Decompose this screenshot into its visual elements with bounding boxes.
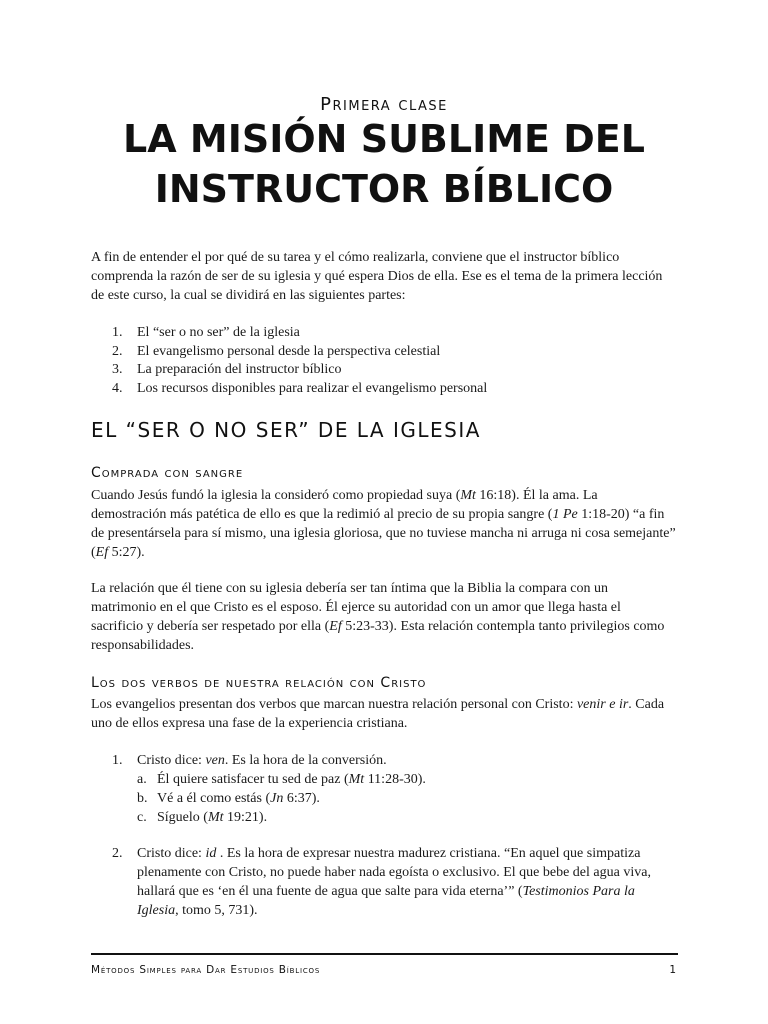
title-line-2: INSTRUCTOR BÍBLICO: [154, 167, 614, 211]
title-line-1: LA MISIÓN SUBLIME DEL: [123, 117, 645, 161]
outline-item: 2. El evangelismo personal desde la perspectiva celestial: [112, 343, 441, 359]
list-subitem: c. Síguelo (Mt 19:21).: [137, 810, 268, 825]
intro-paragraph: A fin de entender el por qué de su tarea y el cómo realizarla, conviene que el instructor bíblico comprenda la razón de ser de su iglesia y qué espera Dios de ella. Ese es el tema de la primera lección de este curso, la cual se dividirá en las siguientes partes:: [91, 250, 663, 303]
footer-book-title: Métodos Simples para Dar Estudios Bíblicos: [91, 964, 321, 976]
list-item: 1. Cristo dice: ven. Es la hora de la conversión.: [112, 753, 387, 768]
body-paragraph: La relación que él tiene con su iglesia debería ser tan íntima que la Biblia la compara con un matrimonio en el que Cristo es el esposo. Él ejerce su autoridad con un amor que llega hasta el sacrificio y debería ser respetado por ella (Ef 5:23-33). Esta relación contempla tanto privilegios como responsabilidades.: [91, 581, 665, 653]
verbs-list-continued: [91, 844, 676, 920]
footer-divider: [91, 953, 678, 955]
subsection-heading: Comprada con sangre: [91, 465, 244, 481]
section-heading: EL “SER O NO SER” DE LA IGLESIA: [91, 418, 481, 442]
list-subitem: b. Vé a él como estás (Jn 6:37).: [137, 791, 320, 806]
outline-item: 3. La preparación del instructor bíblico: [112, 362, 342, 377]
verbs-list: [91, 751, 676, 827]
page-number: 1: [669, 964, 676, 976]
outline-item: 4. Los recursos disponibles para realizar el evangelismo personal: [112, 380, 488, 396]
page-title: [0, 114, 768, 214]
lesson-kicker: Primera clase: [320, 94, 448, 115]
lesson-outline: [91, 324, 676, 398]
subsection-heading: Los dos verbos de nuestra relación con Cristo: [91, 675, 427, 691]
list-item: 2. Cristo dice: id . Es la hora de expresar nuestra madurez cristiana. “En aquel que simpatiza plenamente con Cristo, no puede haber nada egoísta o exclusivo. El que bebe del agua viva, hallará que es ‘en él una fuente de agua que salte para vida eterna’” (Testimonios Para la Iglesia, tomo 5, 731).: [112, 846, 651, 918]
list-subitem: a. Él quiere satisfacer tu sed de paz (Mt 11:28-30).: [137, 772, 426, 787]
outline-item: 1. El “ser o no ser” de la iglesia: [112, 325, 300, 340]
body-paragraph: Los evangelios presentan dos verbos que marcan nuestra relación personal con Cristo: venir e ir. Cada uno de ellos expresa una fase de la experiencia cristiana.: [91, 697, 665, 731]
body-paragraph: Cuando Jesús fundó la iglesia la consideró como propiedad suya (Mt 16:18). Él la ama. La demostración más patética de ello es que la redimió al precio de su propia sangre (1 Pe 1:18-20) “a fin de presentársela para sí mismo, una iglesia gloriosa, que no tuviese mancha ni arruga ni cosa semejante” (Ef 5:27).: [91, 488, 676, 560]
